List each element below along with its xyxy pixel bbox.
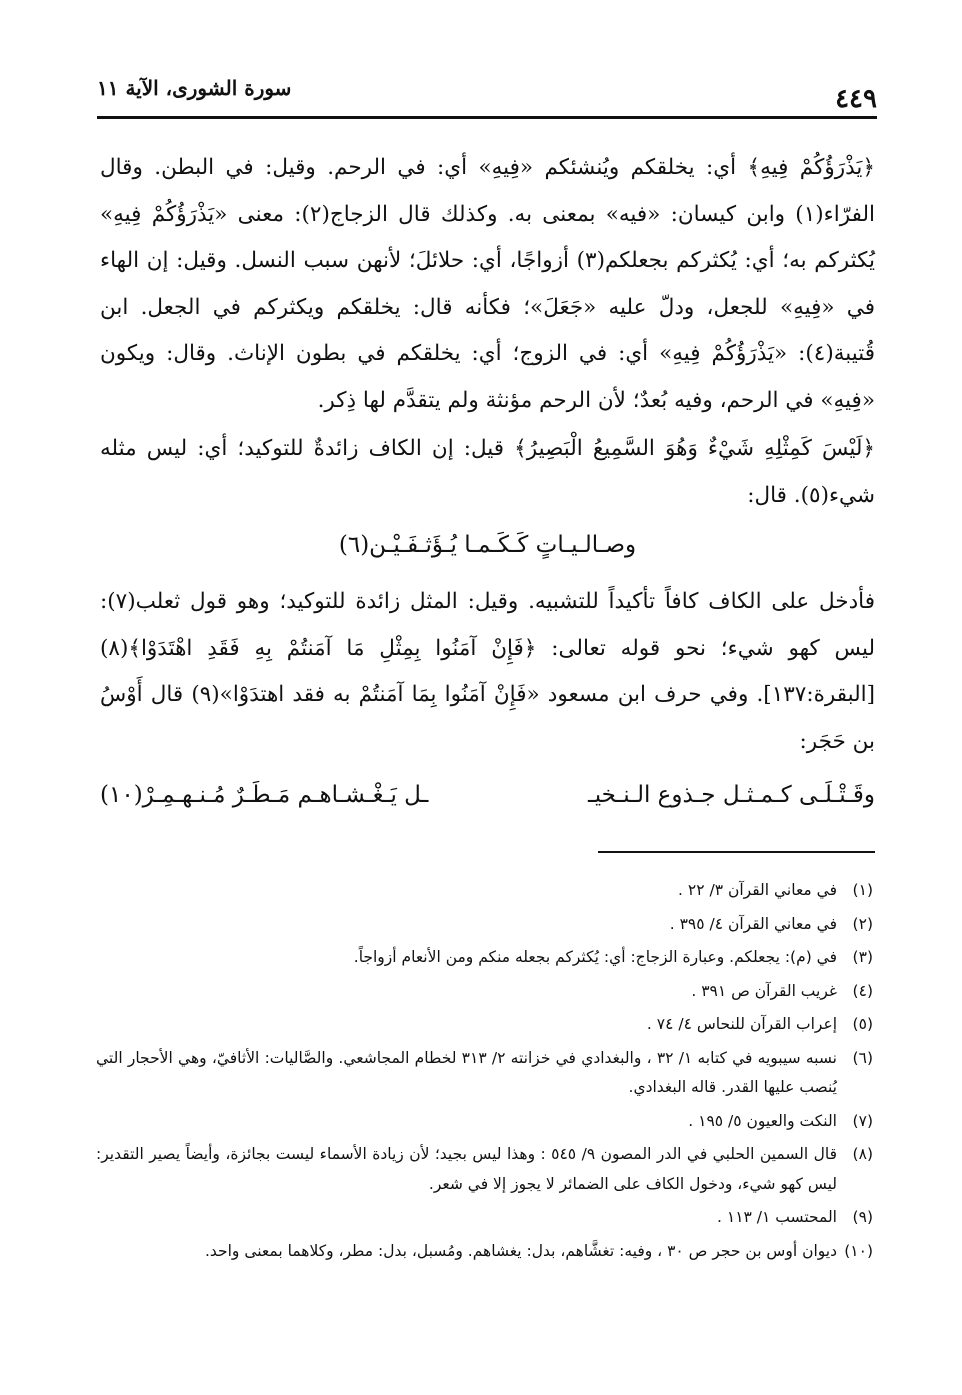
- footnote-text: إعراب القرآن للنحاس ٤/ ٧٤ .: [646, 1015, 837, 1033]
- paragraph-2: ﴿لَيْسَ كَمِثْلِهِ شَيْءٌ وَهُوَ السَّمِيعُ الْبَصِيرُ﴾ قيل: إن الكاف زائدةٌ للتوكيد؛ أي: ليس مثله شيء(٥). قال:: [100, 436, 875, 508]
- header-rule: [97, 116, 877, 119]
- poetry-verse-2: [100, 773, 875, 817]
- verse-2-first-hemistich: وقَـتْـلَـى كـمـثـل جـذوع الـنـخيـ: [588, 782, 875, 808]
- footnote-item: [96, 1140, 873, 1199]
- page-header: [97, 68, 877, 120]
- footnote-item: [96, 943, 873, 973]
- footnote-number: (٧): [852, 1111, 873, 1130]
- footnote-item: [96, 1010, 873, 1040]
- footnote-text: في معاني القرآن ٤/ ٣٩٥ .: [669, 914, 837, 933]
- footnote-item: [96, 1044, 873, 1103]
- footnote-text: نسبه سيبويه في كتابه ١/ ٣٢ ، والبغدادي في خزانته ٢/ ٣١٣ لخطام المجاشعي. والصَّاليات: الأثافيّ، وهي الأحجار التي يُنصب عليها القدر. قاله البغدادي.: [96, 1048, 837, 1096]
- paragraph-3: فأدخل على الكاف كافاً تأكيداً للتشبيه. وقيل: المثل زائدة للتوكيد؛ وهو قول ثعلب(٧): ليس كهو شيء؛ نحو قوله تعالى: ﴿فَإِنْ آمَنُوا بِمِثْلِ مَا آمَنتُمْ بِهِ فَقَدِ اهْتَدَوْا﴾(٨) [البقرة:١٣٧]. وفي حرف ابن مسعود «فَإِنْ آمَنُوا بِمَا آمَنتُمْ به فقد اهتدَوْا»(٩) قال أَوْسُ بن حَجَر:: [100, 589, 876, 754]
- footnote-item: [96, 1237, 873, 1267]
- footnote-text: في معاني القرآن ٣/ ٢٢ .: [678, 881, 837, 899]
- footnote-text: المحتسب ١/ ١١٣ .: [717, 1208, 837, 1226]
- footnote-text: في (م): يجعلكم. وعبارة الزجاج: أي: يُكثركم بجعله منكم ومن الأنعام أزواجاً.: [353, 948, 837, 966]
- footnote-text: قال السمين الحلبي في الدر المصون ٩/ ٥٤٥ : وهذا ليس بجيد؛ لأن زيادة الأسماء ليست بجائزة، وأيضاً يصير التقدير: ليس كهو شيء، ودخول الكاف على الضمائر لا يجوز إلا في شعر.: [96, 1145, 838, 1193]
- footnote-item: [96, 910, 873, 940]
- footnote-number: (١٠): [844, 1241, 873, 1260]
- paragraph-1: ﴿يَذْرَؤُكُمْ فِيهِ﴾ أي: يخلقكم ويُنشئكم «فِيهِ» أي: في الرحم. وقيل: في البطن. وقال الفرّاء(١) وابن كيسان: «فيه» بمعنى به. وكذلك قال الزجاج(٢): معنى «يَذْرَؤُكُمْ فِيهِ» يُكثركم به؛ أي: يُكثركم بجعلكم(٣) أزواجًا، أي: حلائلَ؛ لأنهن سبب النسل. وقيل: إن الهاء في «فِيهِ» للجعل، ودلّ عليه «جَعَلَ»؛ فكأنه قال: يخلقكم ويكثركم في الجعل. ابن قُتيبة(٤): «يَذْرَؤُكُمْ فِيهِ» أي: في الزوج؛ أي: يخلقكم في بطون الإناث. وقال: ويكون «فِيهِ» في الرحم، وفيه بُعدٌ؛ لأن الرحم مؤنثة ولم يتقدَّم لها ذِكر.: [100, 155, 875, 413]
- footnote-item: [96, 977, 873, 1007]
- footnote-item: [96, 1203, 873, 1233]
- page-number: ٤٤٩: [835, 84, 877, 114]
- main-text: [100, 145, 875, 817]
- footnote-item: [96, 1107, 873, 1137]
- footnote-number: (٥): [852, 1015, 873, 1033]
- footnote-number: (١): [852, 881, 873, 899]
- running-title: سورة الشورى، الآية ١١: [97, 76, 292, 100]
- footnote-text: النكت والعيون ٥/ ١٩٥ .: [688, 1111, 837, 1130]
- footnote-number: (٦): [852, 1048, 873, 1067]
- footnote-number: (٣): [852, 948, 873, 966]
- footnote-number: (٩): [852, 1208, 873, 1226]
- footnote-text: غريب القرآن ص ٣٩١ .: [691, 981, 837, 1000]
- footnote-number: (٤): [852, 981, 873, 1000]
- footnotes: [96, 876, 873, 1270]
- verse-2-second-hemistich: ـل يَـغْـشـاهـم مَـطَـرٌ مُـنـهـمِـرْ(١٠): [100, 782, 429, 808]
- poetry-verse-1: وصـالـيـاتٍ كَـكَـمـا يُـؤَثـفَـيْـن(٦): [338, 532, 637, 558]
- footnote-text: ديوان أوس بن حجر ص ٣٠ ، وفيه: تغشَّاهم، بدل: يغشاهم. ومُسبل، بدل: مطر، وكلاهما بمعنى واحد.: [204, 1241, 837, 1260]
- footnote-divider: [598, 851, 875, 853]
- footnote-item: [96, 876, 873, 906]
- footnote-number: (٢): [852, 914, 873, 933]
- footnote-number: (٨): [852, 1145, 873, 1163]
